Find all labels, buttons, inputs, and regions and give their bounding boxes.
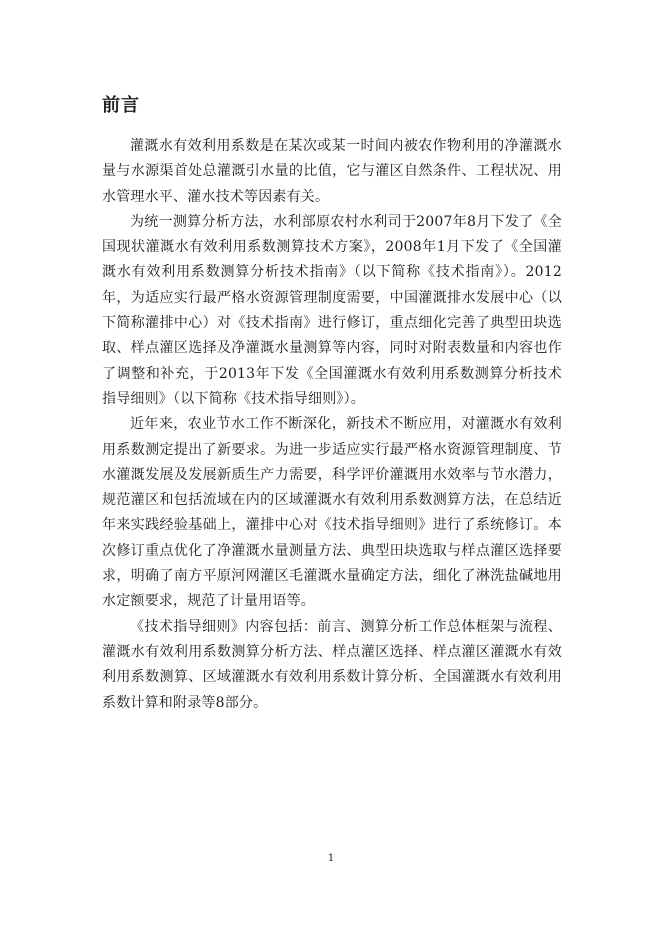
paragraph-history: 为统一测算分析方法，水利部原农村水利司于2007年8月下发了《全国现状灌溉水有效利用系数测算技术方案》，2008年1月下发了《全国灌溉水有效利用系数测算分析技术指南》（以下简称《技术指南》）。2012年，为适应实行最严格水资源管理制度需要，中国灌溉排水发展中心（以下简称灌排中心）对《技术指南》进行修订，重点细化完善了典型田块选取、样点灌区选择及净灌溉水量测算等内容，同时对附表数量和内容也作了调整和补充，于2013年下发《全国灌溉水有效利用系数测算分析技术指导细则》（以下简称《技术指导细则》）。 xyxy=(102,213,562,407)
page-title: 前言 xyxy=(102,95,140,116)
paragraph-definition: 灌溉水有效利用系数是在某次或某一时间内被农作物利用的净灌溉水量与水源渠首处总灌溉引水量的比值，它与灌区自然条件、工程状况、用水管理水平、灌水技术等因素有关。 xyxy=(102,138,562,205)
body-text xyxy=(102,134,562,716)
paragraph-revision: 近年来，农业节水工作不断深化，新技术不断应用，对灌溉水有效利用系数测定提出了新要求。为进一步适应实行最严格水资源管理制度、节水灌溉发展及发展新质生产力需要，科学评价灌溉用水效率与节水潜力，规范灌区和包括流域在内的区域灌溉水有效利用系数测算方法，在总结近年来实践经验基础上，灌排中心对《技术指导细则》进行了系统修订。本次修订重点优化了净灌溉水量测量方法、典型田块选取与样点灌区选择要求，明确了南方平原河网灌区毛灌溉水量确定方法，细化了淋洗盐碱地用水定额要求，规范了计量用语等。 xyxy=(102,416,562,610)
paragraph-contents: 《技术指导细则》内容包括：前言、测算分析工作总体框架与流程、灌溉水有效利用系数测算分析方法、样点灌区选择、样点灌区灌溉水有效利用系数测算、区域灌溉水有效利用系数计算分析、全国灌溉水有效利用系数计算和附录等8部分。 xyxy=(102,618,562,711)
page-number: 1 xyxy=(327,853,335,864)
